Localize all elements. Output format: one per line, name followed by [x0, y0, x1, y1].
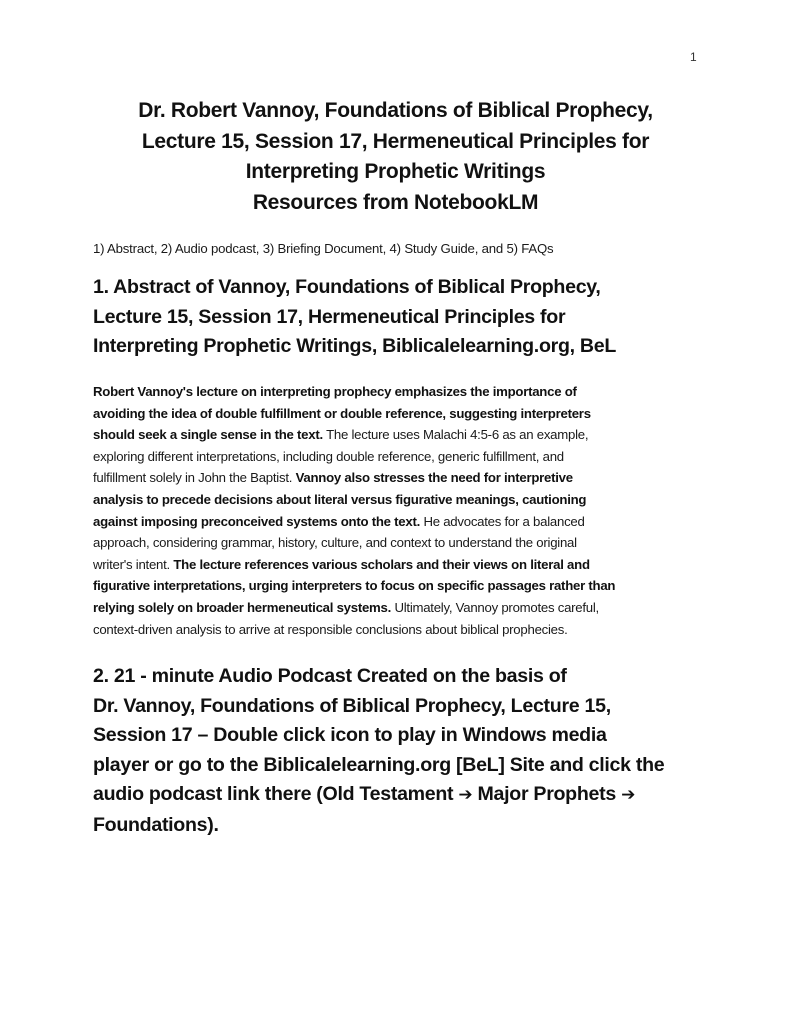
title-line: Lecture 15, Session 17, Hermeneutical Principles for — [141, 129, 650, 153]
heading-line — [93, 780, 713, 811]
page-number: 1 — [690, 50, 697, 64]
title-line: Dr. Robert Vannoy, Foundations of Biblical Prophecy, — [138, 99, 653, 122]
heading-line: player or go to the Biblicalelearning.org [BeL] Site and click the — [93, 753, 665, 776]
heading-line: Foundations). — [93, 813, 219, 836]
abstract-bold-text: avoiding the idea of double fulfillment or double reference, suggesting interpreters — [93, 405, 591, 421]
abstract-bold-text: Vannoy also stresses the need for interpretive — [295, 470, 573, 486]
abstract-text: The lecture uses Malachi 4:5-6 as an example, — [322, 427, 589, 443]
heading-text: audio podcast link there (Old Testament — [93, 783, 459, 805]
abstract-text: approach, considering grammar, history, culture, and context to understand the original — [93, 535, 577, 551]
right-arrow-icon: ➔ — [458, 785, 473, 805]
abstract-bold-text: against imposing preconceived systems onto the text. — [93, 513, 421, 529]
section-2-heading — [93, 662, 713, 840]
abstract-text: He advocates for a balanced — [420, 513, 585, 529]
abstract-text: fulfillment solely in John the Baptist. — [93, 470, 296, 486]
abstract-text: writer's intent. — [93, 556, 174, 572]
abstract-bold-text: Robert Vannoy's lecture on interpreting prophecy emphasizes the importance of — [93, 384, 577, 399]
title-line: Interpreting Prophetic Writings — [245, 160, 546, 183]
abstract-bold-text: figurative interpretations, urging interpreters to focus on specific passages rather than — [93, 578, 616, 594]
heading-text: Major Prophets — [472, 783, 622, 805]
abstract-bold-text: The lecture references various scholars and their views on literal and — [173, 556, 590, 572]
heading-line: Interpreting Prophetic Writings, Biblicalelearning.org, BeL — [93, 335, 617, 357]
document-title — [90, 96, 701, 218]
section-1-heading — [93, 273, 713, 362]
contents-summary: 1) Abstract, 2) Audio podcast, 3) Briefing Document, 4) Study Guide, and 5) FAQs — [93, 241, 554, 256]
abstract-text: Ultimately, Vannoy promotes careful, — [391, 599, 599, 615]
abstract-text: exploring different interpretations, including double reference, generic fulfillment, and — [93, 448, 564, 464]
right-arrow-icon: ➔ — [621, 785, 636, 805]
heading-line: 1. Abstract of Vannoy, Foundations of Biblical Prophecy, — [93, 276, 601, 298]
heading-line: Session 17 – Double click icon to play in Windows media — [93, 724, 607, 746]
abstract-paragraph — [93, 381, 713, 640]
abstract-text: context-driven analysis to arrive at responsible conclusions about biblical prophecies. — [93, 621, 568, 637]
abstract-bold-text: analysis to precede decisions about literal versus figurative meanings, cautioning — [93, 491, 587, 507]
abstract-bold-text: relying solely on broader hermeneutical systems. — [93, 599, 392, 615]
heading-line: Dr. Vannoy, Foundations of Biblical Prophecy, Lecture 15, — [93, 694, 611, 717]
heading-line: Lecture 15, Session 17, Hermeneutical Principles for — [93, 305, 566, 328]
heading-line: 2. 21 - minute Audio Podcast Created on the basis of — [93, 665, 567, 687]
title-line: Resources from NotebookLM — [252, 190, 539, 214]
abstract-bold-text: should seek a single sense in the text. — [93, 427, 323, 443]
